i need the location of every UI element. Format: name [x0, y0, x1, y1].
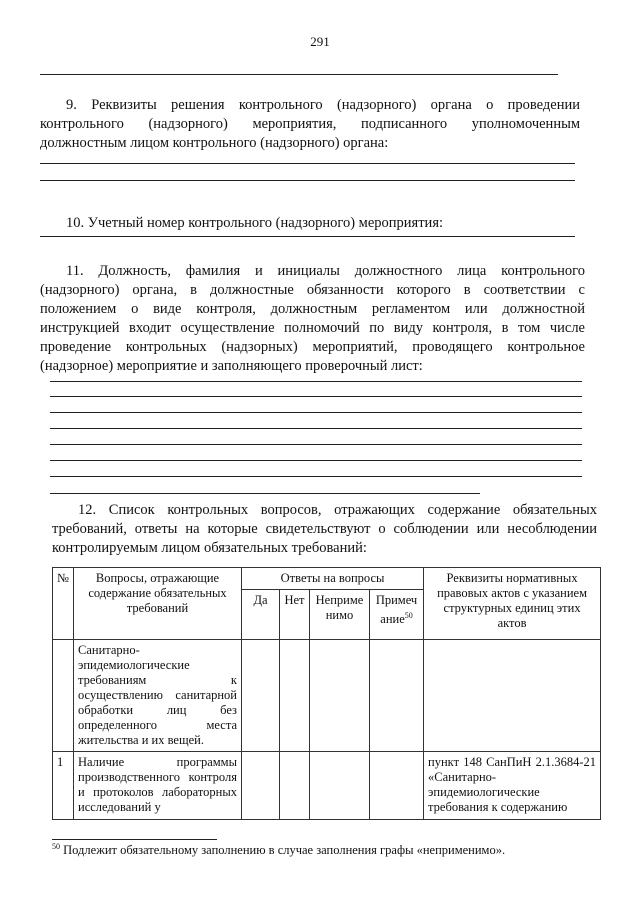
- fill-line: [40, 163, 575, 164]
- fill-line: [50, 412, 582, 413]
- section-title: Санитарно-эпидемиологические требованиям к осуществлению санитарной обработки лиц без определенного места жительства и их вещей.: [74, 640, 242, 752]
- item-9-label: 9. Реквизиты решения контрольного (надзорного) органа о проведении контрольного (надзорного) мероприятия, подписанного уполномоченным должностным лицом контрольного (надзорного) органа:: [40, 97, 580, 151]
- item-9-text: [40, 96, 580, 153]
- header-questions: Вопросы, отражающие содержание обязательных требований: [74, 568, 242, 640]
- footnote-divider: [52, 839, 217, 840]
- header-num: №: [53, 568, 74, 640]
- answer-yes-cell[interactable]: [242, 752, 280, 820]
- header-na: Неприме нимо: [310, 590, 370, 640]
- table-header-row: [53, 568, 601, 590]
- header-note: [370, 590, 424, 640]
- footnote-marker: 50: [52, 842, 60, 851]
- item-12-text: [52, 501, 597, 558]
- footnote-text: Подлежит обязательному заполнению в случае заполнения графы «неприменимо».: [63, 843, 506, 858]
- header-no: Нет: [280, 590, 310, 640]
- fill-line: [40, 236, 575, 237]
- answer-no-cell[interactable]: [280, 752, 310, 820]
- fill-line: [50, 381, 582, 382]
- header-yes: Да: [242, 590, 280, 640]
- item-11-text: [40, 262, 585, 376]
- fill-line: [50, 476, 582, 477]
- fill-line: [40, 180, 575, 181]
- footnote: [52, 842, 505, 858]
- item-10-text: [40, 214, 580, 233]
- checklist-table: [52, 567, 601, 820]
- fill-line: [50, 396, 582, 397]
- row-reference: пункт 148 СанПиН 2.1.3684-21 «Санитарно-эпидемиологические требования к содержанию: [424, 752, 601, 820]
- fill-line: [40, 74, 558, 75]
- header-answers: Ответы на вопросы: [242, 568, 424, 590]
- page-number: 291: [310, 34, 330, 49]
- row-question: Наличие программы производственного контроля и протоколов лабораторных исследований у: [74, 752, 242, 820]
- fill-line: [50, 444, 582, 445]
- table-row: [53, 752, 601, 820]
- table-section-row: [53, 640, 601, 752]
- header-note-label: Примеч ание: [375, 593, 418, 627]
- fill-line: [50, 493, 480, 494]
- item-10-label: 10. Учетный номер контрольного (надзорного) мероприятия:: [66, 215, 444, 231]
- fill-line: [50, 460, 582, 461]
- answer-note-cell[interactable]: [370, 752, 424, 820]
- item-12-label: 12. Список контрольных вопросов, отражающих содержание обязательных требований, ответы на которые свидетельствуют о соблюдении или несоблюдении контролируемым лицом обязательных требований:: [52, 502, 597, 556]
- fill-line: [50, 428, 582, 429]
- header-note-footnote-ref: 50: [404, 611, 413, 620]
- header-refs: Реквизиты нормативных правовых актов с указанием структурных единиц этих актов: [424, 568, 601, 640]
- row-num: 1: [53, 752, 74, 820]
- item-11-label: 11. Должность, фамилия и инициалы должностного лица контрольного (надзорного) органа, в должностные обязанности которого в соответствии с положением о виде контроля, должностным регламентом или должностной инструкцией входит осуществление полномочий по виду контроля, в том числе проведение контрольных (надзорных) мероприятий, проводящего контрольное (надзорное) мероприятие и заполняющего проверочный лист:: [40, 263, 585, 374]
- answer-na-cell[interactable]: [310, 752, 370, 820]
